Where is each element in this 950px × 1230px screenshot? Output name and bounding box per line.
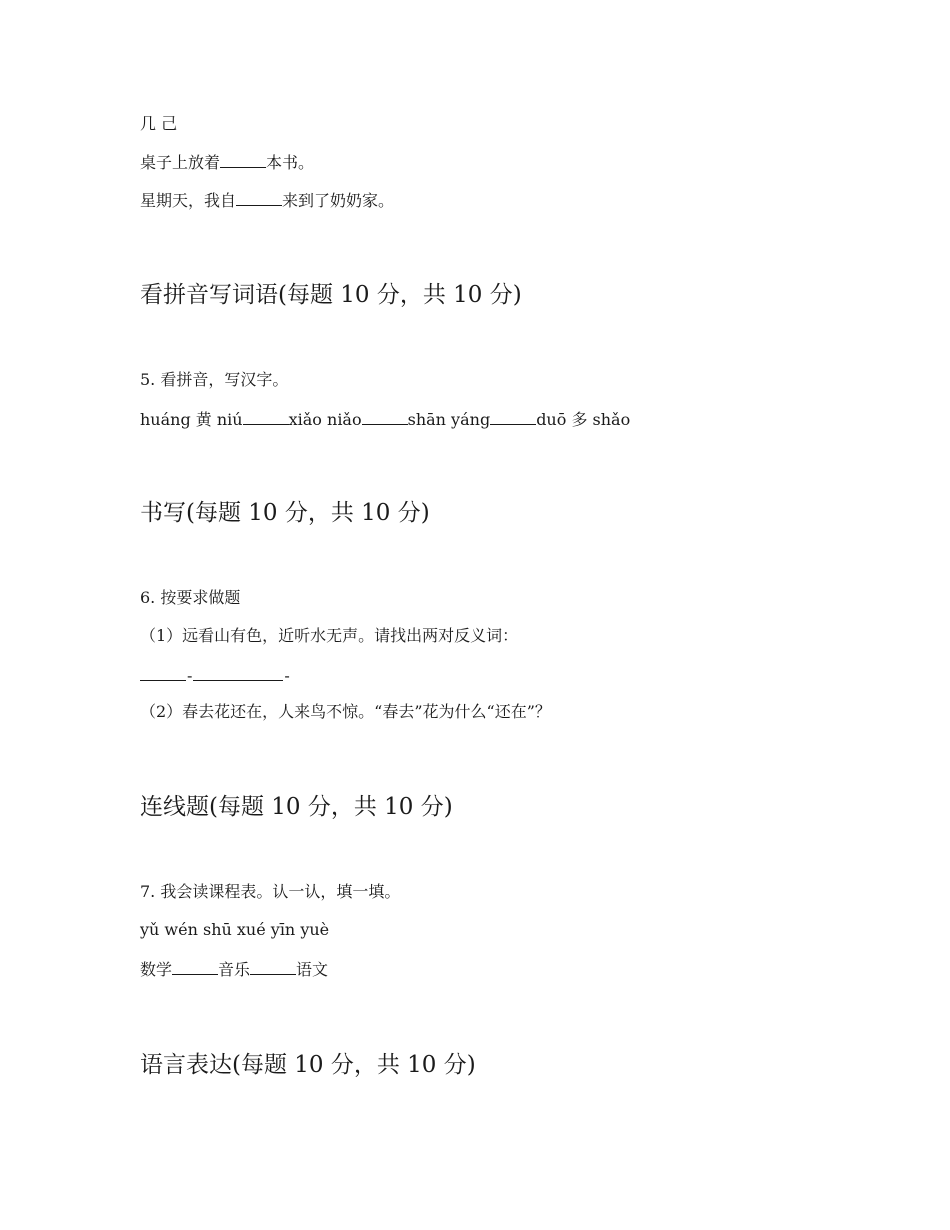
word-choices: 几 己 <box>140 114 178 133</box>
answer-blank[interactable] <box>193 664 283 681</box>
question-6-part-1: （1）远看山有色，近听水无声。请找出两对反义词： <box>140 626 519 645</box>
section-heading-writing: 书写(每题 10 分，共 10 分) <box>140 500 430 526</box>
question-6-part-2: （2）春去花还在，人来鸟不惊。“春去”花为什么“还在”？ <box>140 702 551 721</box>
answer-blank[interactable] <box>490 408 536 425</box>
subject-fill-line <box>140 958 328 980</box>
answer-blank[interactable] <box>250 958 296 975</box>
fill-sentence-1 <box>140 151 314 173</box>
pinyin-item: duō 多 shǎo <box>536 410 631 429</box>
answer-blank[interactable] <box>220 151 266 168</box>
question-6-title: 6. 按要求做题 <box>140 588 241 607</box>
sentence-2-after: 来到了奶奶家。 <box>282 191 395 210</box>
pinyin-item: shān yáng <box>407 410 491 429</box>
answer-blank[interactable] <box>172 958 218 975</box>
subject-label: 音乐 <box>218 960 251 979</box>
section-heading-expression: 语言表达(每题 10 分，共 10 分) <box>140 1052 476 1078</box>
subject-pinyin-line: yǔ wén shū xué yīn yuè <box>140 920 330 939</box>
pinyin-item: huáng 黄 niú <box>140 410 243 429</box>
dash: - <box>284 666 290 685</box>
dash: - <box>187 666 193 685</box>
question-7-title: 7. 我会读课程表。认一认，填一填。 <box>140 882 401 901</box>
sentence-2-before: 星期天，我自 <box>140 191 237 210</box>
answer-blank[interactable] <box>140 664 186 681</box>
section-heading-matching: 连线题(每题 10 分，共 10 分) <box>140 794 453 820</box>
sentence-1-after: 本书。 <box>266 153 315 172</box>
fill-sentence-2 <box>140 189 394 211</box>
answer-blank[interactable] <box>362 408 408 425</box>
sentence-1-before: 桌子上放着 <box>140 153 221 172</box>
subject-label: 数学 <box>140 960 173 979</box>
answer-blank[interactable] <box>243 408 289 425</box>
section-heading-pinyin: 看拼音写词语(每题 10 分，共 10 分) <box>140 282 522 308</box>
antonym-answer-line <box>140 664 291 686</box>
pinyin-item: xiǎo niǎo <box>288 410 362 429</box>
question-5-title: 5. 看拼音，写汉字。 <box>140 370 289 389</box>
pinyin-items-line <box>140 408 630 430</box>
answer-blank[interactable] <box>236 189 282 206</box>
subject-label: 语文 <box>296 960 329 979</box>
